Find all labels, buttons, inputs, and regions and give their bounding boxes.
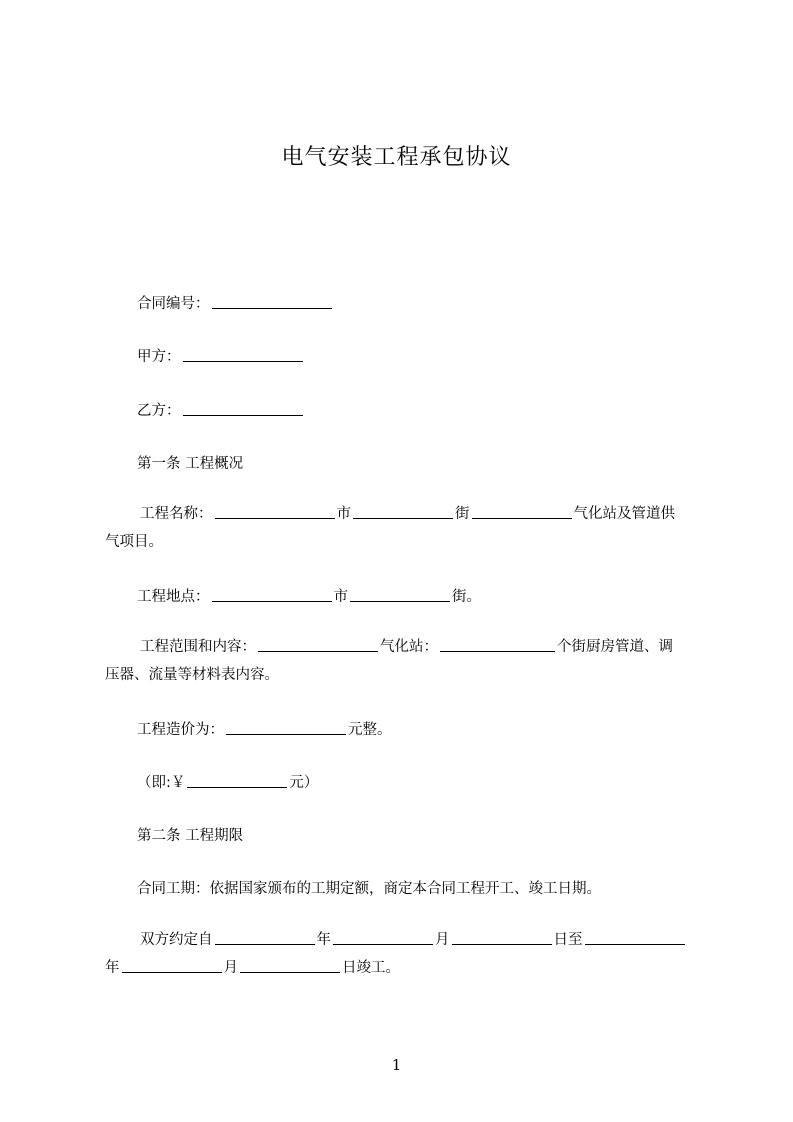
schedule-day-to: 日至: [553, 932, 583, 948]
schedule-paragraph: [105, 926, 705, 982]
project-location-blank: [212, 587, 332, 602]
project-name-tail2: 气项目。: [105, 534, 163, 550]
project-name-paragraph: [105, 500, 705, 556]
party-a-label: 甲方：: [137, 349, 181, 365]
party-b-line: [137, 399, 305, 420]
project-cost-line: [137, 718, 392, 739]
cost-figure-line: [137, 771, 318, 792]
schedule-end-month-blank: [122, 958, 222, 973]
project-scope-station: 气化站：: [380, 639, 438, 655]
contract-number-label: 合同编号：: [137, 296, 210, 312]
project-cost-unit: 元整。: [348, 722, 392, 738]
party-a-blank: [183, 347, 303, 362]
project-scope-paragraph: [105, 633, 705, 689]
schedule-end-year-blank: [585, 930, 685, 945]
cost-figure-suffix: 元）: [289, 775, 319, 791]
party-b-label: 乙方：: [137, 403, 181, 419]
project-name-street-blank: [472, 504, 572, 519]
contract-number-line: [137, 292, 334, 313]
project-name-label: 工程名称：: [140, 506, 213, 522]
project-name-city: 市: [336, 506, 351, 522]
article2-heading: 第二条 工程期限: [137, 828, 244, 844]
project-location-label: 工程地点：: [137, 589, 210, 605]
schedule-start-year-blank: [215, 930, 315, 945]
schedule-month2: 月: [223, 960, 238, 976]
article1-heading: 第一条 工程概况: [137, 456, 244, 472]
project-name-blank: [215, 504, 335, 519]
contract-number-blank: [212, 294, 332, 309]
project-scope-station-blank: [440, 637, 555, 652]
project-cost-blank: [226, 720, 346, 735]
party-b-blank: [183, 401, 303, 416]
project-location-street: 街。: [452, 589, 481, 605]
project-name-city-blank: [353, 504, 453, 519]
schedule-start-day-blank: [452, 930, 552, 945]
project-scope-label: 工程范围和内容：: [140, 639, 256, 655]
project-location-line: [137, 585, 481, 606]
cost-figure-blank: [187, 773, 287, 788]
project-scope-blank: [258, 637, 378, 652]
cost-figure-prefix: （即:￥: [137, 775, 186, 791]
schedule-end-day-blank: [240, 958, 340, 973]
project-name-street: 街: [455, 506, 470, 522]
project-scope-tail2: 压器、流量等材料表内容。: [105, 667, 279, 683]
schedule-day-end: 日竣工。: [342, 960, 400, 976]
page-number: 1: [391, 1056, 402, 1074]
project-location-street-blank: [350, 587, 450, 602]
project-scope-tail1: 个街厨房管道、调: [557, 639, 673, 655]
project-name-tail1: 气化站及管道供: [573, 506, 675, 522]
schedule-prefix: 双方约定自: [140, 932, 213, 948]
schedule-start-month-blank: [333, 930, 433, 945]
document-title: 电气安装工程承包协议: [281, 145, 512, 170]
duration-text: 合同工期：依据国家颁布的工期定额，商定本合同工程开工、竣工日期。: [137, 881, 601, 897]
project-location-city: 市: [333, 589, 348, 605]
schedule-year: 年: [316, 932, 331, 948]
project-cost-label: 工程造价为：: [137, 722, 224, 738]
party-a-line: [137, 345, 305, 366]
schedule-year2: 年: [105, 960, 120, 976]
schedule-month: 月: [435, 932, 450, 948]
